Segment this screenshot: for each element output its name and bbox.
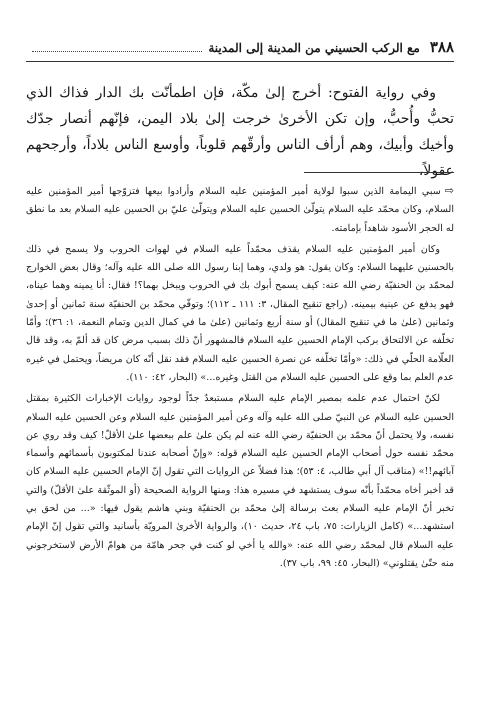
page-header — [26, 38, 454, 58]
continuation-arrow-icon: ⇨ — [444, 184, 454, 197]
footnote-text: سبي اليمامة الذين سبوا لولاية أمير المؤمنين عليه السلام وأرادوا بيعها فتزوّجها أمير المؤمنين عليه السلام، وكان محمّد عليه السلام يتولّىٰ الحسين عليه السلام ويتولّىٰ عليّ بن الحسين عليه السلام بعد ما نطق له الحجر الأسود شاهداً بإمامته. — [26, 186, 454, 234]
footnote-separator — [304, 172, 454, 173]
footnote-paragraph: لكنّ احتمال عدم علمه بمصير الإمام عليه السلام مستبعدٌ جدّاً لوجود روايات الإخبارات الكثيرة بمقتل الحسين عليه السلام عن النبيّ صلى الله عليه وآله وعن أمير المؤمنين عليه السلام وعن الحسين عليه السلام نفسه، ولا يحتمل أنّ محمّد بن الحنفيّة رضي الله عنه لم يكن علىٰ علم ببعضها علىٰ الأقلّ! كيف وقد روي عن محمّد نفسه حول أصحاب الإمام الحسين عليه السلام قوله: «وإنّ أصحابه عندنا لمكتوبون بأسمائهم وأسماء آبائهم!!» (مناقب آل أبي طالب، ٤: ٥٣)؛ هذا فضلاً عن الروايات التي تقول إنّ الإمام الحسين عليه السلام كان قد أخبر أخاه محمّداً بأنّه سوف يستشهد في مسيره هذا: ومنها الرواية الصحيحة (أو الموثّقة علىٰ الأقلّ) والتي تخبر أنّ الإمام عليه السلام بعث برسالة إلىٰ محمّد بن الحنفيّة وبني هاشم يقول فيها: «... من لحق بي استشهد...» (كامل الزيارات: ٧٥، باب ٢٤، حديث ١٠)، والرواية الأخرىٰ المرويّة بأسانيد والتي تقول إنّ الإمام عليه السلام قال لمحمّد رضي الله عنه: «والله يا أخي لو كنت في جحر هامّة من هوامّ الأرض لاستخرجوني منه حتّىٰ يقتلوني» (البحار، ٤٥: ٩٩، باب ٣٧). — [26, 393, 454, 569]
header-rule — [26, 61, 454, 62]
running-title: مع الركب الحسيني من المدينة إلى المدينة — [208, 41, 420, 55]
main-text — [26, 80, 454, 184]
footnote-paragraph: وكان أمير المؤمنين عليه السلام يقذف محمّداً عليه السلام في لهوات الحروب ولا يسمح في ذلك بالحسنين عليهما السلام: وكان يقول: هو ولدي، وهما إبنا رسول الله صلى الله عليه وآله؛ وقال بعض الخوارج لمحمّد بن الحنفيّة رضي الله عنه: كيف يسمح أبوك بك في الحروب ويبخل بهما؟! فقال: أنا يمينه وهما عيناه، فهو يدفع عن عينيه بيمينه. (راجع تنقيح المقال، ٣: ١١١ ـ ١١٢)؛ وتوفّي محمّد بن الحنفيّة سنة ثمانين أو إحدىٰ وثمانين (علىٰ ما في تنقيح المقال) أو سنة أربع وثمانين (علىٰ ما في كمال الدين وتمام النعمة، ١: ٣٦)؛ وأمّا تخلّفه عن الالتحاق بركب الإمام الحسين عليه السلام فالمشهور أنّ ذلك بسبب مرض كان قد ألمّ به، وقد قال العلّامة الحلّي في ذلك: «وأمّا تخلّفه عن نصرة الحسين عليه السلام فقد نقل أنّه كان مريضاً، ويحتمل في غيره عدم العلم بما وقع على الحسين عليه السلام من القتل وغيره...» (البحار، ٤٢: ١١٠). — [26, 243, 454, 383]
main-paragraph: وفي رواية الفتوح: أخرج إلىٰ مكّة، فإن اطمأنّت بك الدار فذاك الذي تحبُّ وأُحبُّ، وإن تكن الأخرىٰ خرجت إلىٰ بلاد اليمن، فإنّهم أنصار جدّك وأخيك وأبيك، وهم أرأف الناس وأرقّهم قلوباً، وأوسع الناس بلاداً، وأرجحهم عقولاً، — [26, 85, 454, 179]
header-dot-leader — [32, 41, 202, 52]
footnotes — [26, 182, 454, 576]
footnote-paragraph — [26, 182, 454, 238]
page-number: ٣٨٨ — [429, 38, 454, 56]
